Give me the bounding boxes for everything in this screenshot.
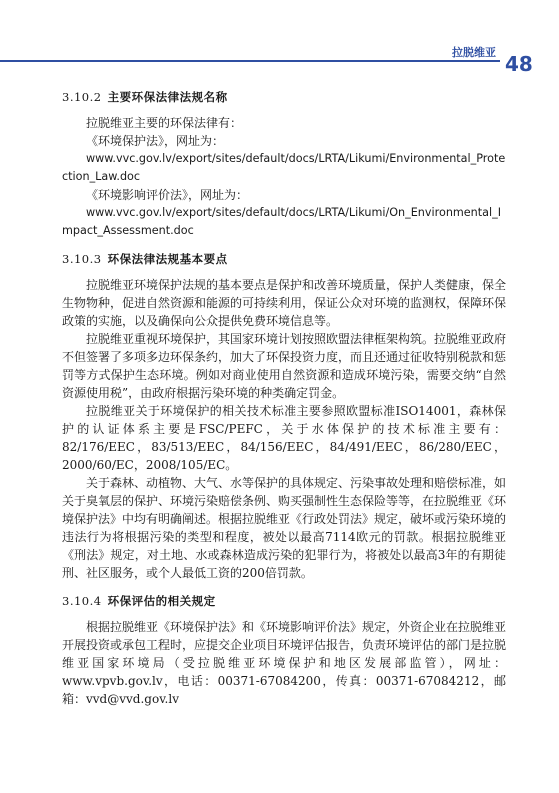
page-body (62, 88, 506, 708)
laws-intro: 拉脱维亚主要的环保法律有： (86, 116, 243, 130)
paragraph-national-plan: 拉脱维亚重视环境保护，其国家环境计划按照欧盟法律框架构筑。拉脱维亚政府不但签署了多项多边环保条约，加大了环保投资力度，而且还通过征收特别税款和惩罚等方式保护生态环境。例如对商业使用自然资源和造成环境污染，需要交纳“自然资源使用税”，由政府根据污染环境的种类确定罚金。 (62, 332, 507, 400)
law1-name: 《环境保护法》，网址为： (86, 134, 225, 148)
paragraph-basic-points: 拉脱维亚环境保护法规的基本要点是保护和改善环境质量，保护人类健康，保全生物物种，促进自然资源和能源的可持续利用，保证公众对环境的监测权，保障环保政策的实施，以及确保向公众提供免费环境信息等。 (62, 278, 507, 328)
section-number: 3.10.2 (62, 90, 102, 104)
section-heading-3-10-2 (62, 88, 506, 106)
section-number: 3.10.4 (62, 594, 102, 608)
section-title: 环保评估的相关规定 (107, 594, 216, 608)
header-rule (0, 60, 500, 62)
header-country: 拉脱维亚 (452, 46, 496, 59)
section-heading-3-10-4 (62, 592, 506, 610)
law2-name: 《环境影响评价法》，网址为： (86, 188, 249, 202)
law2-url-link[interactable]: www.vvc.gov.lv/export/sites/default/docs/LRTA/Likumi/On_Environmental_Impact_Assessment.doc (62, 206, 502, 237)
law1-url-link[interactable]: www.vvc.gov.lv/export/sites/default/docs/LRTA/Likumi/Environmental_Protection_Law.doc (62, 152, 506, 183)
section-heading-3-10-3 (62, 250, 506, 268)
section-number: 3.10.3 (62, 252, 102, 266)
section-title: 环保法律法规基本要点 (107, 252, 228, 266)
section-title: 主要环保法律法规名称 (107, 90, 228, 104)
paragraph-penalties: 关于森林、动植物、大气、水等保护的具体规定、污染事故处理和赔偿标准，如关于臭氧层的保护、环境污染赔偿条例、购买强制性生态保险等等，在拉脱维亚《环境保护法》中均有明确阐述。根据拉脱维亚《行政处罚法》规定，破坏或污染环境的违法行为将根据污染的类型和程度，被处以最高7114欧元的罚款。根据拉脱维亚《刑法》规定，对土地、水或森林造成污染的犯罪行为，将被处以最高3年的有期徒刑、社区服务，或个人最低工资的200倍罚款。 (62, 476, 507, 580)
paragraph-assessment: 根据拉脱维亚《环境保护法》和《环境影响评价法》规定，外资企业在拉脱维亚开展投资或承包工程时，应提交企业项目环境评估报告，负责环境评估的部门是拉脱维亚国家环境局（受拉脱维亚环境保护和地区发展部监管），网址：www.vpvb.gov.lv，电话：00371-67084200，传真：00371-67084212，邮箱：vvd@vvd.gov.lv (62, 620, 507, 706)
paragraph-technical-standards: 拉脱维亚关于环境保护的相关技术标准主要参照欧盟标准ISO14001，森林保护的认证体系主要是FSC/PEFC，关于水体保护的技术标准主要有：82/176/EEC，83/513/EEC，84/156/EEC，84/491/EEC，86/280/EEC，2000/60/EC，2008/105/EC。 (62, 404, 506, 472)
page-number: 48 (505, 52, 533, 76)
